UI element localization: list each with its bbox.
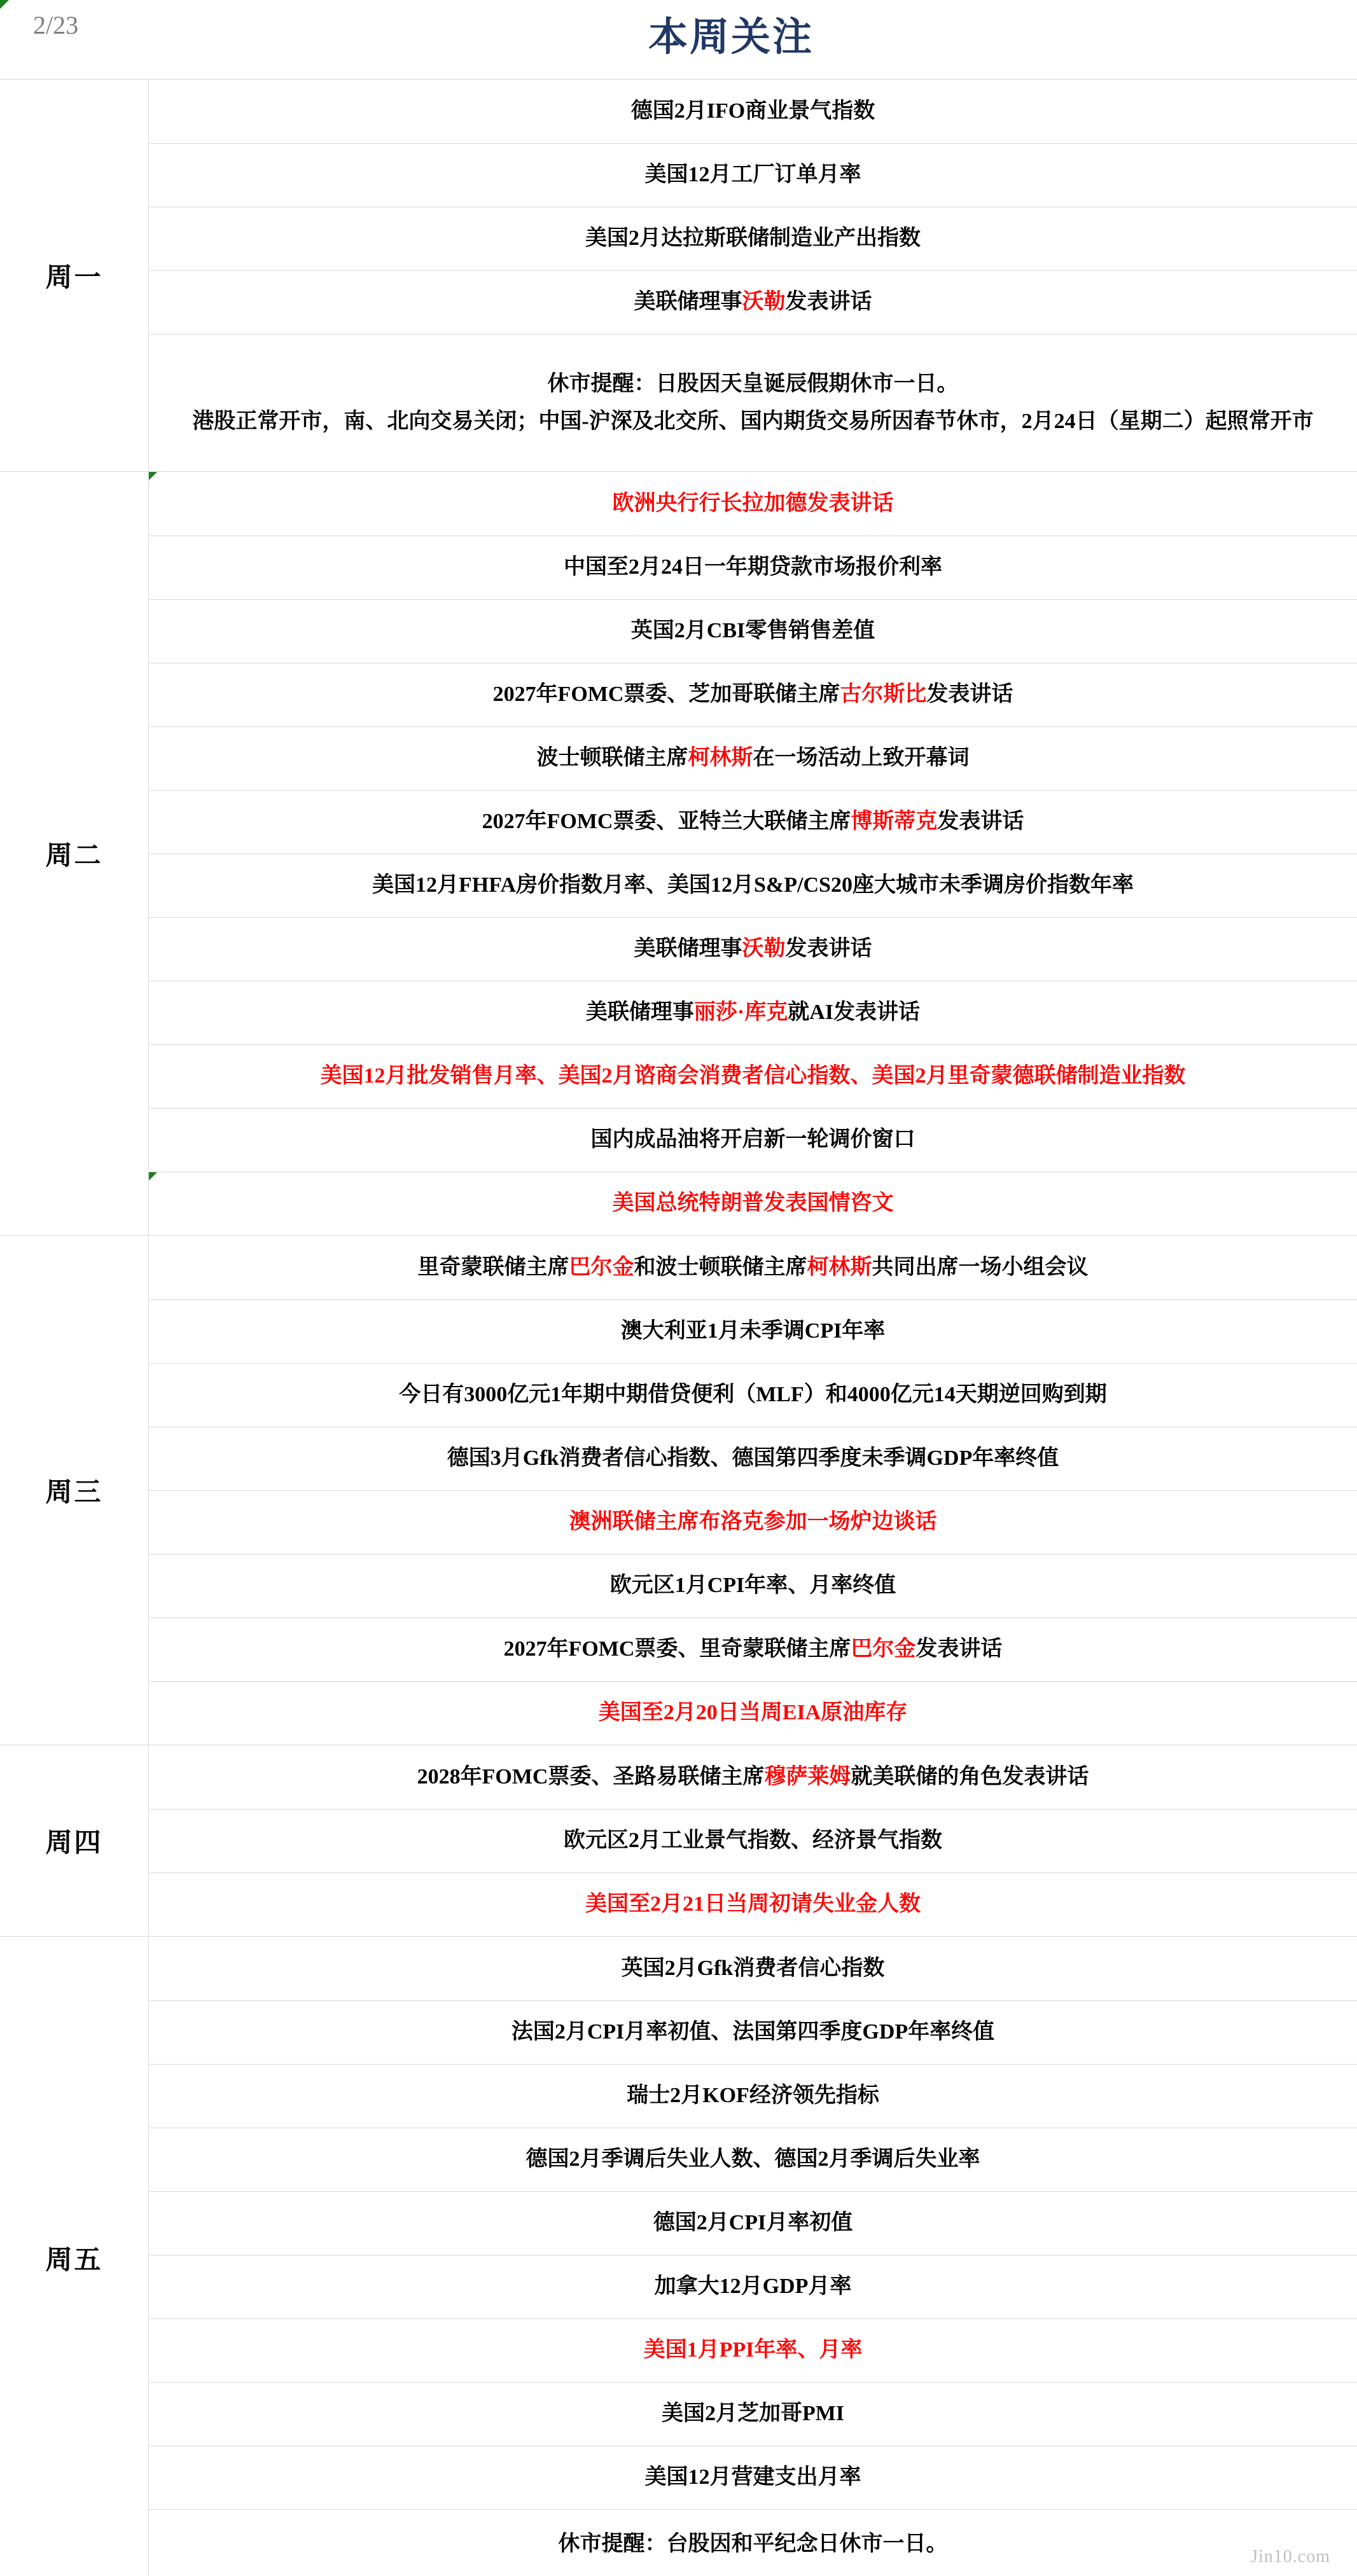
event-cell xyxy=(149,917,1357,981)
event-text xyxy=(526,2141,980,2178)
highlighted-text: 穆萨莱姆 xyxy=(764,1764,851,1789)
highlighted-text: 柯林斯 xyxy=(807,1255,872,1279)
event-text xyxy=(585,1886,921,1923)
event-text xyxy=(613,485,894,522)
day-label: 周四 xyxy=(45,1829,103,1858)
event-cell xyxy=(149,2446,1357,2509)
plain-text: 德国2月季调后失业人数、德国2月季调后失业率 xyxy=(525,2147,980,2171)
plain-text: 港股正常开市，南、北向交易关闭；中国-沪深及北交所、国内期货交易所因春节休市，2月24日（星期二）起照常开市 xyxy=(192,409,1314,433)
calendar-table xyxy=(0,79,1357,2576)
day-block-tuesday xyxy=(0,471,1357,1235)
event-text xyxy=(621,1313,886,1350)
plain-text: 美国2月达拉斯联储制造业产出指数 xyxy=(585,226,921,251)
event-cell xyxy=(149,143,1357,207)
plain-text: 休市提醒：台股因和平纪念日休市一日。 xyxy=(558,2532,948,2556)
event-text xyxy=(610,1567,896,1604)
highlighted-text: 沃勒 xyxy=(742,937,786,961)
day-cell-tuesday xyxy=(0,472,149,1235)
plain-text: 欧元区2月工业景气指数、经济景气指数 xyxy=(564,1829,942,1853)
event-text xyxy=(559,2526,948,2563)
highlighted-text: 澳洲联储主席布洛克参加一场炉边谈话 xyxy=(569,1510,937,1534)
highlighted-text: 丽莎·库克 xyxy=(693,1001,788,1025)
plain-text: 和波士顿联储主席 xyxy=(634,1255,807,1279)
market-closure-notice xyxy=(149,334,1357,471)
event-cell xyxy=(149,1809,1357,1873)
plain-text: 加拿大12月GDP月率 xyxy=(654,2275,852,2299)
event-text xyxy=(399,1376,1107,1413)
event-cell xyxy=(149,1044,1357,1108)
day-block-monday xyxy=(0,80,1357,471)
date-label: 2/23 xyxy=(33,11,79,39)
event-text xyxy=(644,2332,863,2369)
event-cell xyxy=(149,1108,1357,1172)
event-text xyxy=(631,93,875,130)
event-cell xyxy=(149,2064,1357,2128)
day-label: 周五 xyxy=(45,2246,103,2275)
event-cell xyxy=(149,2318,1357,2382)
day-label: 周一 xyxy=(45,263,103,293)
plain-text: 共同出席一场小组会议 xyxy=(872,1255,1089,1279)
event-text xyxy=(645,2459,861,2496)
green-corner-marker xyxy=(0,0,9,9)
plain-text: 就美联储的角色发表讲话 xyxy=(851,1764,1089,1789)
plain-text: 发表讲话 xyxy=(785,937,872,961)
plain-text: 瑞士2月KOF经济领先指标 xyxy=(627,2084,879,2108)
day-block-friday xyxy=(0,1936,1357,2576)
event-text xyxy=(653,2205,853,2241)
plain-text: 德国3月Gfk消费者信心指数、德国第四季度未季调GDP年率终值 xyxy=(447,1446,1059,1471)
events-column-friday xyxy=(149,1937,1357,2576)
plain-text: 英国2月Gfk消费者信心指数 xyxy=(621,1956,885,1980)
event-text xyxy=(599,1694,907,1731)
event-cell xyxy=(149,536,1357,599)
plain-text: 发表讲话 xyxy=(926,682,1013,707)
plain-text: 波士顿联储主席 xyxy=(536,746,688,770)
event-cell xyxy=(149,854,1357,917)
event-text xyxy=(564,1822,942,1859)
plain-text: 美联储理事 xyxy=(634,290,742,314)
highlighted-text: 沃勒 xyxy=(742,290,786,314)
highlighted-text: 欧洲央行行长拉加德发表讲话 xyxy=(612,491,894,515)
event-cell xyxy=(149,1172,1357,1235)
plain-text: 国内成品油将开启新一轮调价窗口 xyxy=(590,1128,915,1152)
day-block-thursday xyxy=(0,1745,1357,1936)
event-text xyxy=(613,1185,894,1222)
event-text xyxy=(631,613,875,649)
event-cell xyxy=(149,1427,1357,1490)
plain-text: 休市提醒：日股因天皇诞辰假期休市一日。 xyxy=(547,372,959,396)
event-text xyxy=(418,1249,1089,1286)
event-cell xyxy=(149,1681,1357,1745)
plain-text: 发表讲话 xyxy=(785,290,872,314)
events-column-tuesday xyxy=(149,472,1357,1235)
event-cell xyxy=(149,80,1357,143)
event-text xyxy=(548,366,959,403)
highlighted-text: 美国12月批发销售月率、美国2月谘商会消费者信心指数、美国2月里奇蒙德联储制造业指数 xyxy=(320,1064,1186,1088)
event-cell xyxy=(149,599,1357,663)
events-column-wednesday xyxy=(149,1236,1357,1745)
event-cell xyxy=(149,2128,1357,2191)
day-cell-thursday xyxy=(0,1745,149,1936)
event-text xyxy=(511,2014,994,2051)
plain-text: 在一场活动上致开幕词 xyxy=(753,746,970,770)
event-text xyxy=(192,403,1313,440)
plain-text: 里奇蒙联储主席 xyxy=(417,1255,569,1279)
event-text xyxy=(622,1950,885,1987)
event-text xyxy=(417,1759,1089,1796)
day-label: 周三 xyxy=(45,1478,103,1507)
event-cell xyxy=(149,2000,1357,2064)
event-cell xyxy=(149,1554,1357,1617)
plain-text: 2027年FOMC票委、里奇蒙联储主席 xyxy=(503,1637,851,1661)
plain-text: 中国至2月24日一年期贷款市场报价利率 xyxy=(564,555,942,579)
plain-text: 德国2月CPI月率初值 xyxy=(653,2211,853,2235)
plain-text: 发表讲话 xyxy=(915,1637,1003,1661)
event-text xyxy=(634,931,872,967)
event-cell xyxy=(149,270,1357,334)
market-closure-notice xyxy=(149,2509,1357,2576)
event-cell xyxy=(149,790,1357,854)
day-label: 周二 xyxy=(45,841,103,871)
highlighted-text: 美国总统特朗普发表国情咨文 xyxy=(612,1191,894,1215)
event-text xyxy=(564,549,942,586)
event-text xyxy=(569,1504,937,1541)
highlighted-text: 柯林斯 xyxy=(688,746,753,770)
plain-text: 2028年FOMC票委、圣路易联储主席 xyxy=(417,1764,765,1789)
event-text xyxy=(662,2395,844,2432)
event-text xyxy=(504,1631,1003,1668)
event-cell xyxy=(149,1617,1357,1681)
event-cell xyxy=(149,1490,1357,1554)
plain-text: 美联储理事 xyxy=(585,1001,694,1025)
day-cell-monday xyxy=(0,80,149,471)
day-block-wednesday xyxy=(0,1235,1357,1745)
plain-text: 美国12月FHFA房价指数月率、美国12月S&P/CS20座大城市未季调房价指数年率 xyxy=(372,873,1134,897)
highlighted-text: 博斯蒂克 xyxy=(851,810,938,834)
event-cell xyxy=(149,2382,1357,2446)
page-title: 本周关注 xyxy=(648,16,814,59)
event-cell xyxy=(149,1236,1357,1299)
event-text xyxy=(586,994,920,1031)
green-corner-marker xyxy=(149,472,157,480)
event-cell xyxy=(149,2255,1357,2318)
highlighted-text: 美国至2月20日当周EIA原油库存 xyxy=(598,1701,908,1725)
event-cell xyxy=(149,1363,1357,1427)
event-cell xyxy=(149,1873,1357,1936)
plain-text: 发表讲话 xyxy=(937,810,1024,834)
event-cell xyxy=(149,1745,1357,1809)
event-text xyxy=(627,2077,879,2114)
plain-text: 澳大利亚1月未季调CPI年率 xyxy=(620,1319,886,1343)
events-column-monday xyxy=(149,80,1357,471)
highlighted-text: 美国至2月21日当周初请失业金人数 xyxy=(585,1892,921,1916)
plain-text: 德国2月IFO商业景气指数 xyxy=(630,99,875,123)
highlighted-text: 古尔斯比 xyxy=(840,682,927,707)
plain-text: 美联储理事 xyxy=(634,937,742,961)
plain-text: 美国2月芝加哥PMI xyxy=(661,2402,845,2426)
plain-text: 英国2月CBI零售销售差值 xyxy=(630,619,875,643)
day-cell-friday xyxy=(0,1937,149,2576)
plain-text: 2027年FOMC票委、芝加哥联储主席 xyxy=(492,682,840,707)
plain-text: 法国2月CPI月率初值、法国第四季度GDP年率终值 xyxy=(511,2020,995,2044)
event-cell xyxy=(149,2191,1357,2255)
event-text xyxy=(634,284,872,321)
plain-text: 2027年FOMC票委、亚特兰大联储主席 xyxy=(482,810,851,834)
day-cell-wednesday xyxy=(0,1236,149,1745)
event-cell xyxy=(149,207,1357,270)
plain-text: 欧元区1月CPI年率、月率终值 xyxy=(609,1574,896,1598)
watermark: Jin10.com xyxy=(1251,2547,1330,2566)
event-cell xyxy=(149,472,1357,536)
event-text xyxy=(447,1440,1059,1477)
plain-text: 就AI发表讲话 xyxy=(788,1001,921,1025)
highlighted-text: 美国1月PPI年率、月率 xyxy=(643,2338,863,2362)
events-column-thursday xyxy=(149,1745,1357,1936)
event-cell xyxy=(149,981,1357,1044)
plain-text: 美国12月营建支出月率 xyxy=(644,2465,861,2489)
event-text xyxy=(591,1121,915,1158)
event-text xyxy=(655,2268,852,2305)
event-text xyxy=(482,803,1024,840)
event-text xyxy=(493,676,1013,713)
event-cell xyxy=(149,726,1357,790)
event-cell xyxy=(149,1937,1357,2000)
event-text xyxy=(321,1058,1186,1095)
event-cell xyxy=(149,663,1357,726)
event-text xyxy=(585,220,921,257)
header xyxy=(0,0,1357,79)
event-text xyxy=(372,867,1134,904)
event-cell xyxy=(149,1299,1357,1363)
highlighted-text: 巴尔金 xyxy=(851,1637,916,1661)
plain-text: 今日有3000亿元1年期中期借贷便利（MLF）和4000亿元14天期逆回购到期 xyxy=(399,1383,1107,1407)
event-text xyxy=(537,740,970,777)
highlighted-text: 巴尔金 xyxy=(569,1255,634,1279)
plain-text: 美国12月工厂订单月率 xyxy=(644,163,861,187)
event-text xyxy=(645,156,861,193)
green-corner-marker xyxy=(149,1172,157,1181)
